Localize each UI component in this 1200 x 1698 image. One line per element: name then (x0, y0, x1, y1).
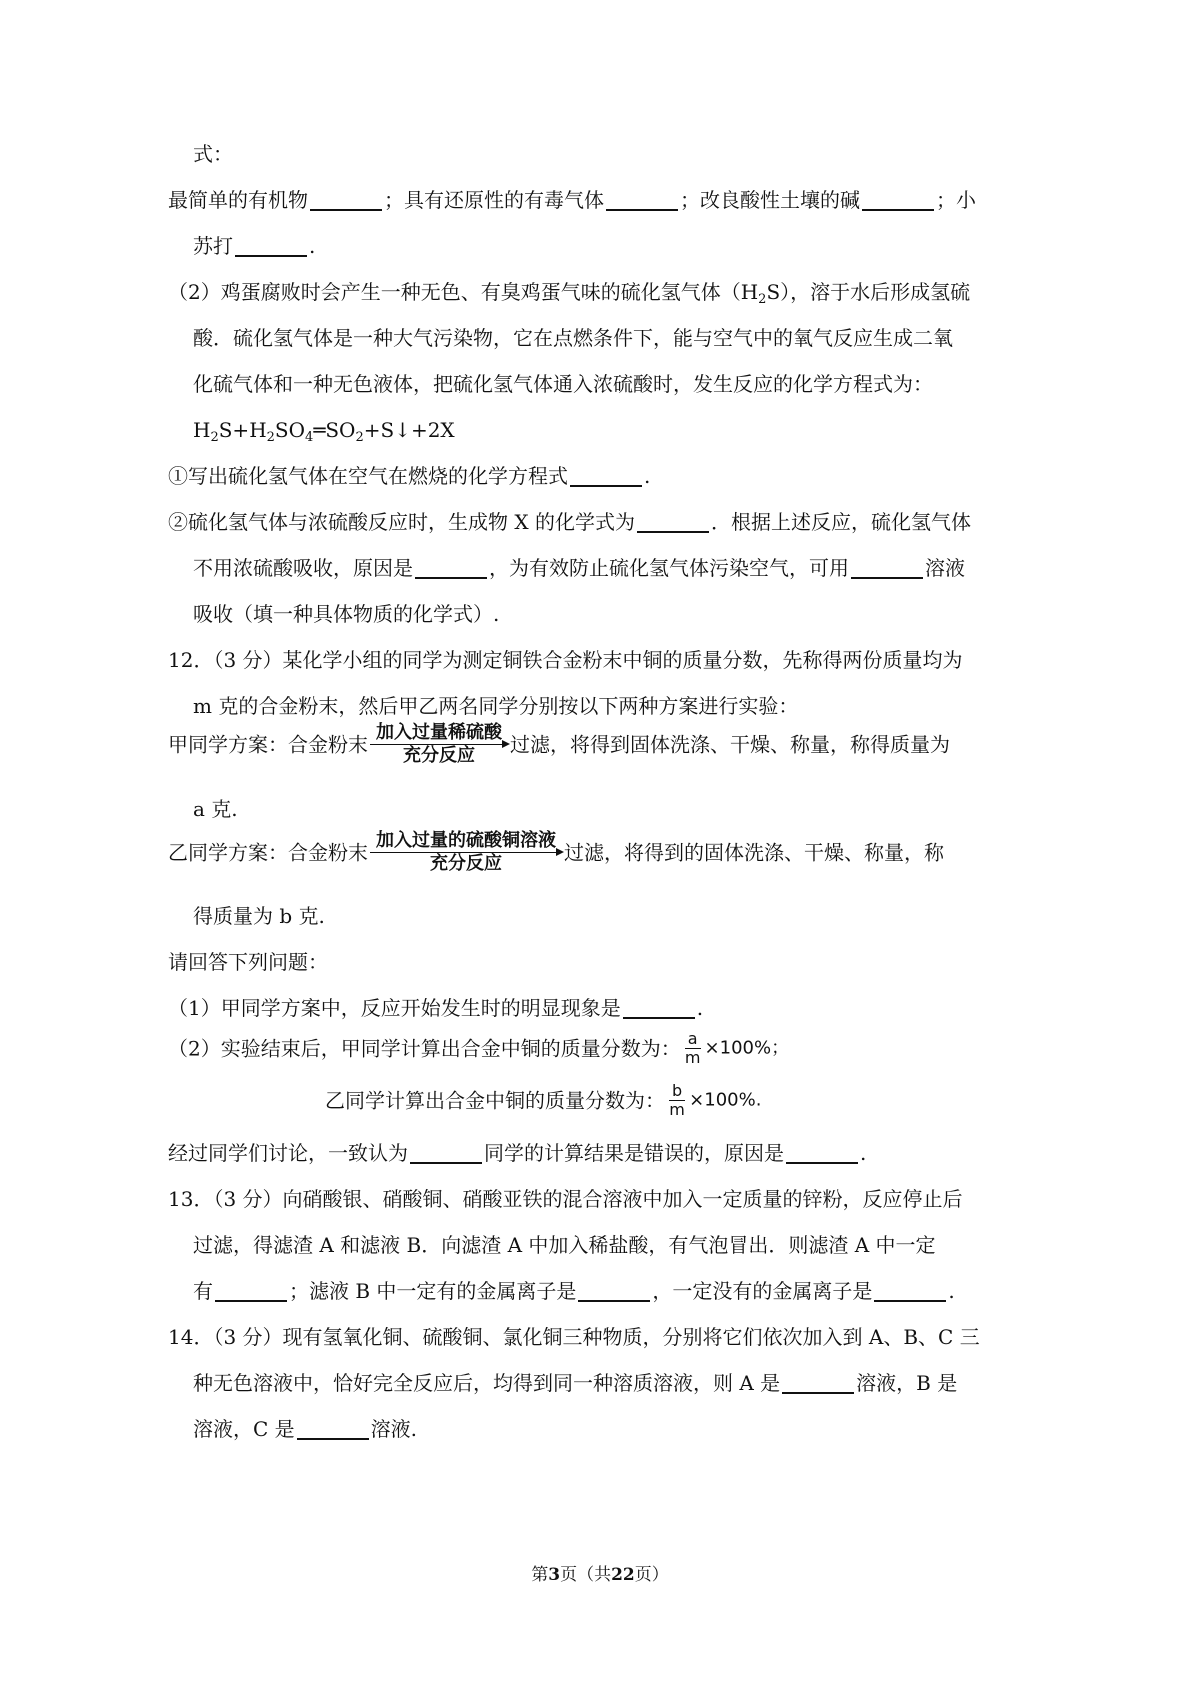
text-line: 酸．硫化氢气体是一种大气污染物，它在点燃条件下，能与空气中的氧气反应生成二氧 (193, 326, 953, 350)
text-line: 溶液，C 是 溶液. (193, 1417, 418, 1441)
text-line: 苏打 . (193, 234, 316, 258)
text-line: 不用浓硫酸吸收，原因是 ，为有效防止硫化氢气体污染空气，可用 溶液 (193, 556, 965, 580)
text-line: a 克. (193, 797, 238, 821)
answer-blank[interactable] (782, 1372, 854, 1394)
text-line: 化硫气体和一种无色液体，把硫化氢气体通入浓硫酸时，发生反应的化学方程式为： (193, 372, 933, 396)
chemical-equation: $H_2S+H_2SO_4═SO_2+S↓+2X$ (193, 418, 455, 445)
answer-blank[interactable] (874, 1280, 946, 1302)
text-line: 过滤，得滤渣 A 和滤液 B．向滤渣 A 中加入稀盐酸，有气泡冒出．则滤渣 A 中一定 (193, 1233, 936, 1257)
scheme-jia: 甲同学方案：合金粉末 加入过量稀硫酸 充分反应 过滤，将得到固体洗涤、干燥、称量，称得质量为 (168, 722, 950, 766)
scheme-yi: 乙同学方案：合金粉末 加入过量的硫酸铜溶液 充分反应 过滤，将得到的固体洗涤、干燥、称量，称 (168, 830, 944, 874)
question-14: 14．（3 分）现有氢氧化铜、硫酸铜、氯化铜三种物质，分别将它们依次加入到 A、B、C 三 (168, 1325, 980, 1349)
answer-blank[interactable] (623, 997, 695, 1019)
text-line: 最简单的有机物 ；具有还原性的有毒气体 ；改良酸性土壤的碱 ；小 (168, 188, 976, 212)
question-13: 13．（3 分）向硝酸银、硝酸铜、硝酸亚铁的混合溶液中加入一定质量的锌粉，反应停止后 (168, 1187, 963, 1211)
text-line: 得质量为 b 克. (193, 904, 325, 928)
answer-blank[interactable] (215, 1280, 287, 1302)
text-line: （2）鸡蛋腐败时会产生一种无色、有臭鸡蛋气味的硫化氢气体$(H_2S)$，溶于水后形成氢硫 (168, 280, 971, 307)
question-12: 12．（3 分）某化学小组的同学为测定铜铁合金粉末中铜的质量分数，先称得两份质量均为 (168, 648, 963, 672)
answer-blank[interactable] (310, 189, 382, 211)
text-line: 请回答下列问题： (168, 950, 328, 974)
text-line: 种无色溶液中，恰好完全反应后，均得到同一种溶质溶液，则 A 是 溶液，B 是 (193, 1371, 958, 1395)
answer-blank[interactable] (235, 235, 307, 257)
text-line: 有 ；滤液 B 中一定有的金属离子是 ，一定没有的金属离子是 . (193, 1279, 955, 1303)
page-footer: 第3页（共22页） (531, 1565, 669, 1585)
answer-blank[interactable] (297, 1418, 369, 1440)
answer-blank[interactable] (415, 557, 487, 579)
answer-blank[interactable] (410, 1142, 482, 1164)
text-line: （1）甲同学方案中，反应开始发生时的明显现象是 . (168, 996, 704, 1020)
answer-blank[interactable] (570, 465, 642, 487)
text-line: 式： (193, 142, 233, 166)
fraction: $\frac{a}{m}$ (684, 1029, 701, 1067)
formula-line: （2）实验结束后，甲同学计算出合金中铜的质量分数为： $\frac{a}{m}$ ×100%； (168, 1029, 790, 1067)
text-line: 吸收（填一种具体物质的化学式）. (193, 602, 500, 626)
text-line: 经过同学们讨论，一致认为 同学的计算结果是错误的，原因是 . (168, 1141, 867, 1165)
answer-blank[interactable] (578, 1280, 650, 1302)
answer-blank[interactable] (862, 189, 934, 211)
answer-blank[interactable] (851, 557, 923, 579)
text-line: ①写出硫化氢气体在空气在燃烧的化学方程式 . (168, 464, 651, 488)
text-line: ②硫化氢气体与浓硫酸反应时，生成物 X 的化学式为 ．根据上述反应，硫化氢气体 (168, 510, 971, 534)
answer-blank[interactable] (606, 189, 678, 211)
answer-blank[interactable] (786, 1142, 858, 1164)
reaction-arrow: 加入过量的硫酸铜溶液 充分反应 (370, 830, 562, 875)
answer-blank[interactable] (637, 511, 709, 533)
text-line: m 克的合金粉末，然后甲乙两名同学分别按以下两种方案进行实验： (193, 694, 799, 718)
formula-line: 乙同学计算出合金中铜的质量分数为： $\frac{b}{m}$ ×100%. (325, 1081, 762, 1119)
fraction: $\frac{b}{m}$ (669, 1081, 685, 1119)
reaction-arrow: 加入过量稀硫酸 充分反应 (370, 722, 508, 767)
